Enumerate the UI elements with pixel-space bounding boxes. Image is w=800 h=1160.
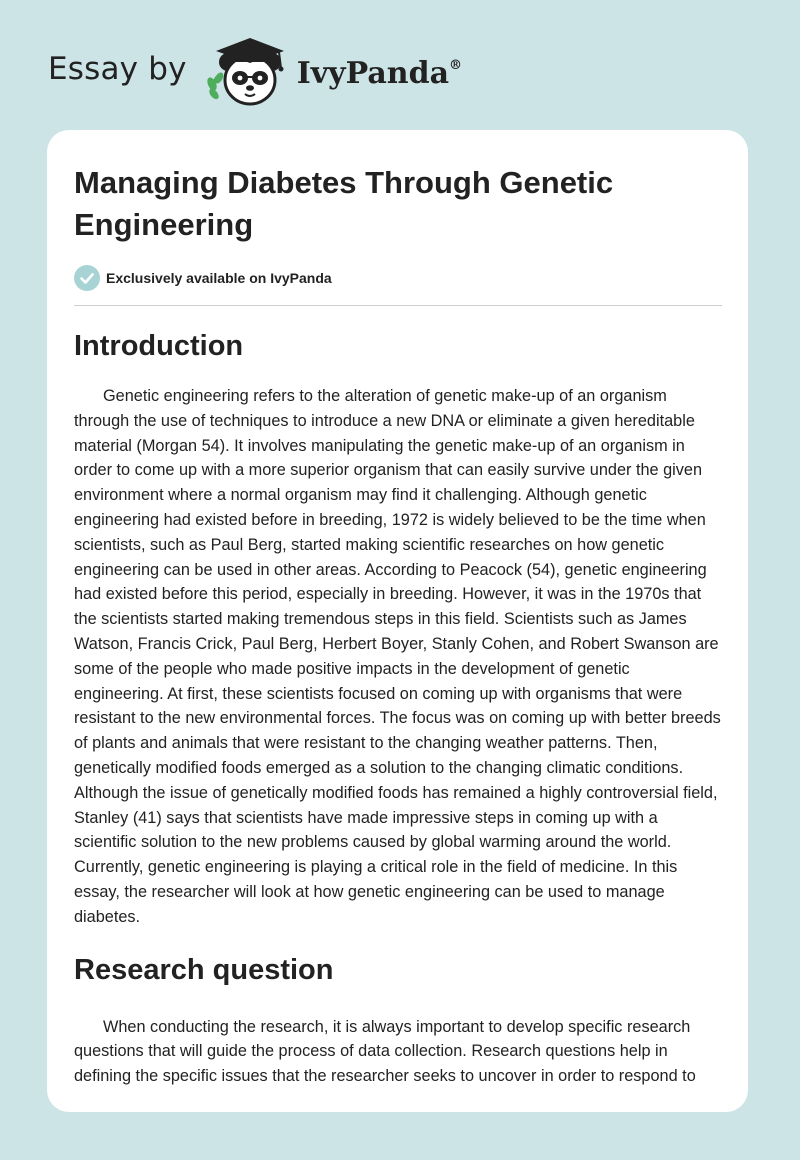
essay-title: Managing Diabetes Through Genetic Engineering (74, 165, 614, 242)
exclusive-badge (74, 264, 722, 292)
section-heading-research-question: Research question (74, 953, 334, 986)
site-logo[interactable] (48, 34, 462, 110)
panda-logo-icon (201, 34, 293, 110)
research-question-paragraph: When conducting the research, it is always important to develop specific research questions that will guide the process of data collection. Research questions help in defining the specific issues that the researcher seeks to uncover in order to respond to (74, 1017, 696, 1086)
checkmark-icon (74, 265, 100, 291)
logo-name: IvyPanda® (296, 55, 463, 91)
introduction-paragraph: Genetic engineering refers to the alteration of genetic make-up of an organism through the use of techniques to introduce a new DNA or eliminate a given hereditable material (Morgan 54). It involves manipulating the genetic make-up of an organism in order to come up with a more superior organism that can easily survive under the given environment where a normal organism may find it challenging. Although genetic engineering had existed before in breeding, 1972 is widely believed to be the time when scientists, such as Paul Berg, started making scientific researches on how genetic engineering can be used in other areas. According to Peacock (54), genetic engineering had existed before this period, especially in breeding. However, it was in the 1970s that the scientists started making tremendous steps in this field. Scientists such as James Watson, Francis Crick, Paul Berg, Herbert Boyer, Stanly Cohen, and Robert Swanson are some of the people who made positive impacts in the development of genetic engineering. At first, these scientists focused on coming up with organisms that were resistant to the new environmental forces. The focus was on coming up with better breeds of plants and animals that were resistant to the changing weather patterns. Then, genetically modified foods emerged as a solution to the changing climatic conditions. Although the issue of genetically modified foods has remained a highly controversial field, Stanley (41) says that scientists have made impressive steps in coming up with a scientific solution to the new problems caused by global warming around the world. Currently, genetic engineering is playing a critical role in the field of medicine. In this essay, the researcher will look at how genetic engineering can be used to manage diabetes. (74, 387, 721, 926)
essay-card (47, 130, 748, 1112)
section-heading-introduction: Introduction (74, 330, 244, 362)
divider (74, 305, 722, 306)
logo-prefix: Essay by (48, 51, 187, 87)
exclusive-label: Exclusively available on IvyPanda (106, 270, 332, 286)
